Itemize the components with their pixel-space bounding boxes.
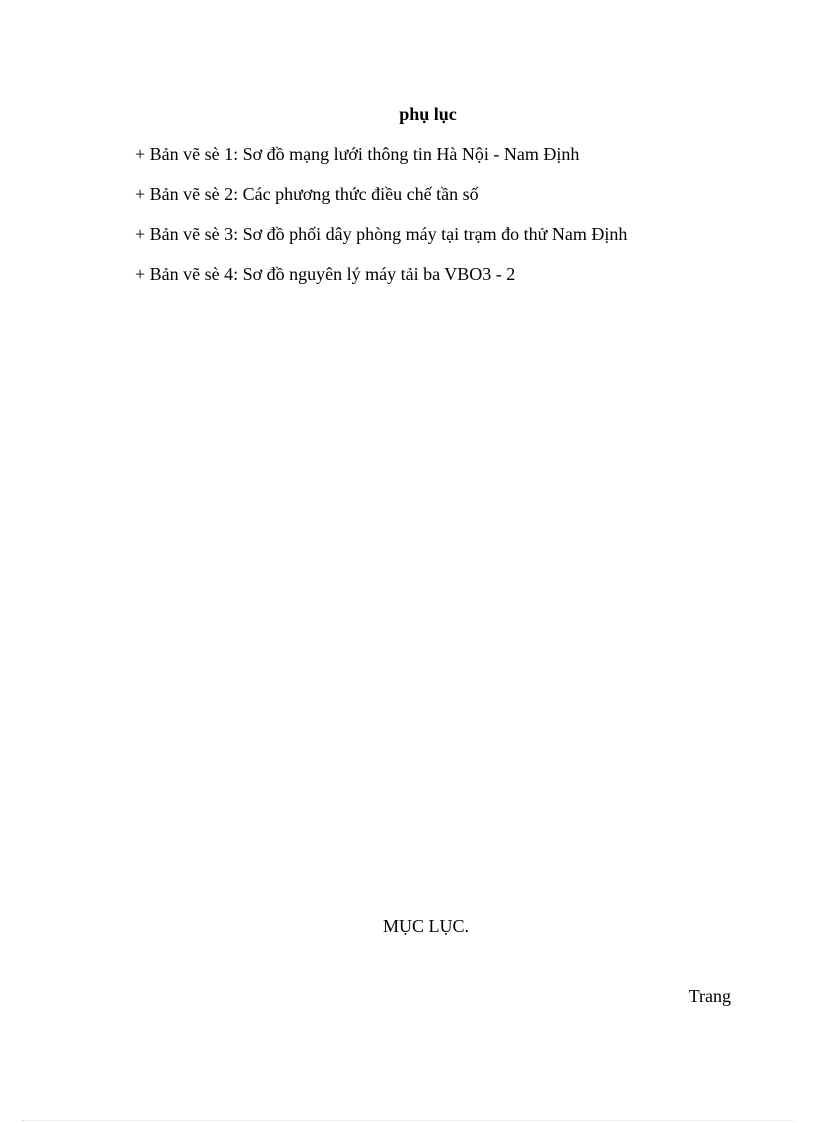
appendix-list — [135, 142, 627, 302]
page-bottom-divider — [22, 1120, 794, 1121]
appendix-item-drawing-1: + Bản vẽ sè 1: Sơ đồ mạng lưới thông tin Hà Nội - Nam Định — [135, 144, 580, 164]
appendix-item-drawing-2: + Bản vẽ sè 2: Các phương thức điều chế tần số — [135, 184, 479, 204]
table-of-contents-title: MỤC LỤC. — [382, 916, 469, 936]
appendix-item-drawing-4: + Bản vẽ sè 4: Sơ đồ nguyên lý máy tải ba VBO3 - 2 — [135, 264, 516, 284]
page-column-label: Trang — [688, 986, 731, 1006]
appendix-item-drawing-3: + Bản vẽ sè 3: Sơ đồ phối dây phòng máy tại trạm đo thử Nam Định — [135, 224, 628, 244]
appendix-title: phụ lục — [399, 104, 457, 124]
